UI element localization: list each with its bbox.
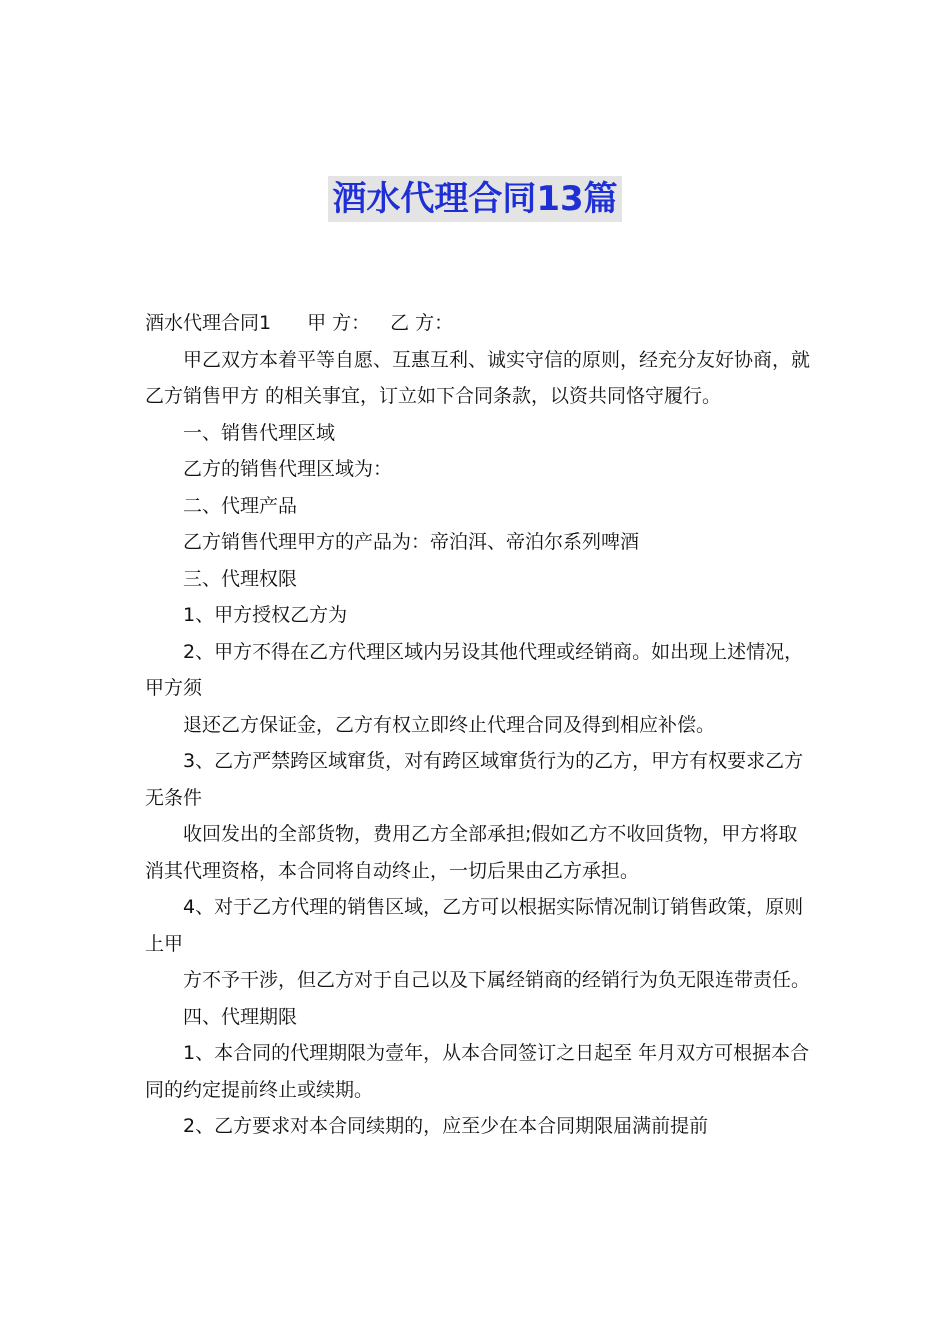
clause-3-3: 3、乙方严禁跨区域窜货，对有跨区域窜货行为的乙方，甲方有权要求乙方无条件 xyxy=(145,750,804,809)
contract-heading-line xyxy=(145,305,813,342)
party-a-label: 甲 方： xyxy=(307,312,371,334)
contract-number: 酒水代理合同1 xyxy=(145,312,272,334)
title-container xyxy=(0,176,950,222)
party-b-label: 乙 方： xyxy=(390,312,454,334)
clause-3-2: 2、甲方不得在乙方代理区域内另设其他代理或经销商。如出现上述情况，甲方须 xyxy=(145,640,804,699)
clause-4-1: 1、本合同的代理期限为壹年，从本合同签订之日起至 年月双方可根据本合同的约定提前终止或续期。 xyxy=(145,1042,810,1101)
section-heading-2: 二、代理产品 xyxy=(183,494,298,517)
section-heading-3: 三、代理权限 xyxy=(183,567,298,590)
section-heading-4: 四、代理期限 xyxy=(183,1005,298,1028)
clause-3-2-cont: 退还乙方保证金，乙方有权立即终止代理合同及得到相应补偿。 xyxy=(183,713,716,736)
clause-3-3-cont: 收回发出的全部货物，费用乙方全部承担;假如乙方不收回货物，甲方将取消其代理资格，本合同将自动终止，一切后果由乙方承担。 xyxy=(145,823,798,882)
document-body xyxy=(145,305,813,1145)
clause-4-2: 2、乙方要求对本合同续期的，应至少在本合同期限届满前提前 xyxy=(183,1115,709,1137)
paragraph-region: 乙方的销售代理区域为： xyxy=(183,458,393,480)
paragraph-products: 乙方销售代理甲方的产品为：帝泊洱、帝泊尔系列啤酒 xyxy=(183,531,640,553)
clause-3-1: 1、甲方授权乙方为 xyxy=(183,604,348,626)
document-title: 酒水代理合同13篇 xyxy=(328,176,621,222)
section-heading-1: 一、销售代理区域 xyxy=(183,421,336,444)
paragraph-preamble: 甲乙双方本着平等自愿、互惠互利、诚实守信的原则，经充分友好协商，就乙方销售甲方 的相关事宜，订立如下合同条款，以资共同恪守履行。 xyxy=(145,348,811,407)
clause-3-4-cont: 方不予干涉，但乙方对于自己以及下属经销商的经销行为负无限连带责任。 xyxy=(183,969,811,991)
clause-3-4: 4、对于乙方代理的销售区域，乙方可以根据实际情况制订销售政策，原则上甲 xyxy=(145,896,804,955)
